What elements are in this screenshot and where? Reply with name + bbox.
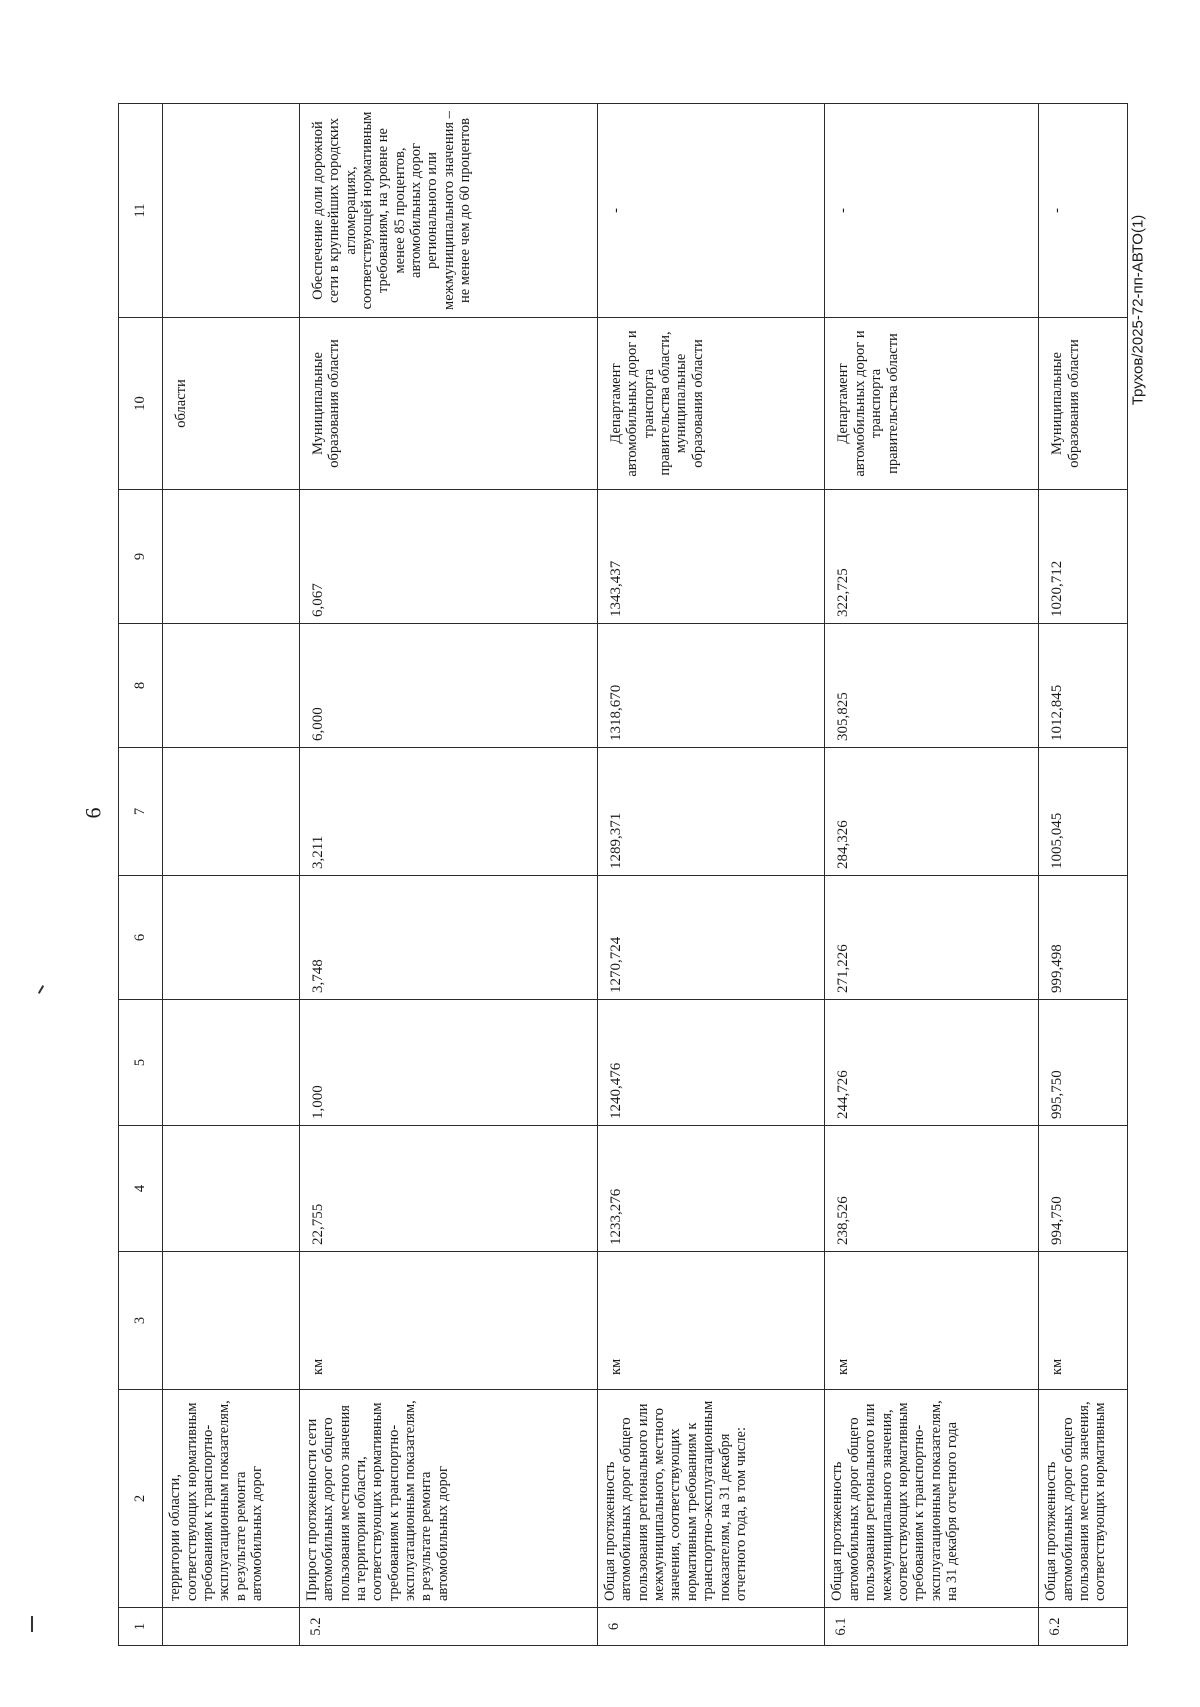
table-header-row — [119, 104, 163, 1646]
value-cell: 244,726 — [825, 1000, 1039, 1126]
indicators-table-area — [118, 104, 1128, 1646]
indicator-name: Общая протяженность автомобильных дорог общего пользования регионального или межмуниципального значения, соответствующих нормативным требованиям к транспортно-эксплуатационным показателям, на 31 декабря отчетного года — [825, 1390, 1039, 1608]
value-cell: 3,211 — [299, 748, 597, 876]
scan-mark — [38, 985, 44, 994]
value-cell: 1005,045 — [1039, 748, 1128, 876]
note-cell: Обеспечение доли дорожной сети в крупнейших городских агломерациях, соответствующей нормативным требованиям, на уровне не менее 85 процентов, автомобильных дорог регионального или межмуниципального значения – не менее чем до 60 процентов — [299, 104, 597, 318]
value-cell: 1289,371 — [597, 748, 825, 876]
value-cell — [163, 490, 300, 624]
value-cell: 1240,476 — [597, 1000, 825, 1126]
column-header: 3 — [119, 1252, 163, 1390]
value-cell: 284,326 — [825, 748, 1039, 876]
table-row — [1039, 104, 1128, 1646]
note-cell: - — [1039, 104, 1128, 318]
column-header: 2 — [119, 1390, 163, 1608]
column-header: 9 — [119, 490, 163, 624]
table-row — [825, 104, 1039, 1646]
value-cell: 22,755 — [299, 1126, 597, 1252]
column-header: 4 — [119, 1126, 163, 1252]
document-code — [1128, 100, 1148, 520]
note-cell: - — [825, 104, 1039, 318]
unit-cell: км — [299, 1252, 597, 1390]
value-cell: 1012,845 — [1039, 624, 1128, 748]
column-header: 10 — [119, 318, 163, 490]
column-header: 11 — [119, 104, 163, 318]
unit-cell: км — [597, 1252, 825, 1390]
indicator-name: территории области, соответствующих нормативным требованиям к транспортно-эксплуатационным показателям, в результате ремонта автомобильных дорог — [163, 1390, 300, 1608]
value-cell: 238,526 — [825, 1126, 1039, 1252]
responsible-cell: Департамент автомобильных дорог и транспорта правительства области — [825, 318, 1039, 490]
value-cell: 1318,670 — [597, 624, 825, 748]
value-cell: 1020,712 — [1039, 490, 1128, 624]
table-row — [299, 104, 597, 1646]
value-cell — [163, 876, 300, 1000]
row-number: 6.2 — [1039, 1608, 1128, 1646]
table-row — [597, 104, 825, 1646]
column-header: 7 — [119, 748, 163, 876]
responsible-cell: Департамент автомобильных дорог и транспорта правительства области, муниципальные образования области — [597, 318, 825, 490]
value-cell: 6,000 — [299, 624, 597, 748]
value-cell — [163, 1000, 300, 1126]
value-cell: 3,748 — [299, 876, 597, 1000]
value-cell: 1343,437 — [597, 490, 825, 624]
responsible-cell: Муниципальные образования области — [299, 318, 597, 490]
column-header: 6 — [119, 876, 163, 1000]
value-cell: 1233,276 — [597, 1126, 825, 1252]
value-cell: 322,725 — [825, 490, 1039, 624]
table-row — [163, 104, 300, 1646]
column-header: 1 — [119, 1608, 163, 1646]
value-cell: 994,750 — [1039, 1126, 1128, 1252]
value-cell: 1,000 — [299, 1000, 597, 1126]
value-cell — [163, 624, 300, 748]
indicator-name: Общая протяженность автомобильных дорог общего пользования местного значения, соответствующих нормативным — [1039, 1390, 1128, 1608]
column-header: 8 — [119, 624, 163, 748]
unit-cell — [163, 1252, 300, 1390]
indicators-table — [118, 103, 1128, 1646]
note-cell: - — [597, 104, 825, 318]
value-cell: 999,498 — [1039, 876, 1128, 1000]
unit-cell: км — [1039, 1252, 1128, 1390]
responsible-cell: области — [163, 318, 300, 490]
value-cell: 305,825 — [825, 624, 1039, 748]
value-cell: 271,226 — [825, 876, 1039, 1000]
value-cell: 1270,724 — [597, 876, 825, 1000]
page-number: 6 — [80, 807, 106, 819]
value-cell — [163, 1126, 300, 1252]
row-number: 6.1 — [825, 1608, 1039, 1646]
note-cell — [163, 104, 300, 318]
row-number — [163, 1608, 300, 1646]
row-number: 5.2 — [299, 1608, 597, 1646]
scan-mark — [31, 1616, 33, 1632]
unit-cell: км — [825, 1252, 1039, 1390]
row-number: 6 — [597, 1608, 825, 1646]
value-cell: 995,750 — [1039, 1000, 1128, 1126]
indicator-name: Общая протяженность автомобильных дорог общего пользования регионального или межмуниципального, местного значения, соответствующих нормативным требованиям к транспортно-эксплуатационным показателям, на 31 декабря отчетного года, в том числе: — [597, 1390, 825, 1608]
value-cell — [163, 748, 300, 876]
value-cell: 6,067 — [299, 490, 597, 624]
column-header: 5 — [119, 1000, 163, 1126]
responsible-cell: Муниципальные образования области — [1039, 318, 1128, 490]
document-code-text: Трухов/2025-72-пп-АВТО(1) — [1129, 214, 1147, 406]
indicator-name: Прирост протяженности сети автомобильных дорог общего пользования местного значения на территории области, соответствующих нормативным требованиям к транспортно-эксплуатационным показателям, в результате ремонта автомобильных дорог — [299, 1390, 597, 1608]
